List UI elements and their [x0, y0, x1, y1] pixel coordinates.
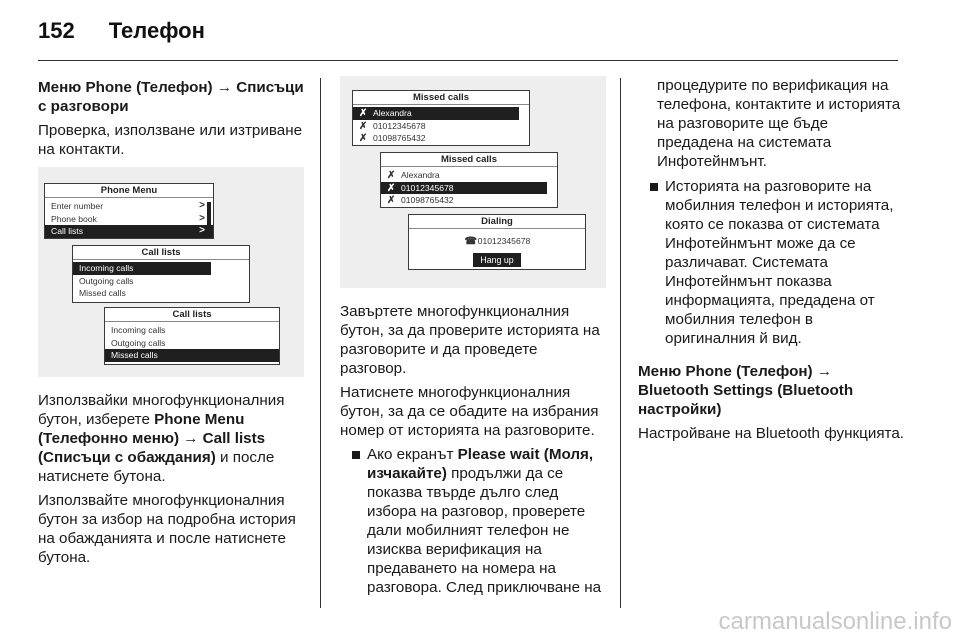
missed-call-icon: ✗ — [359, 108, 368, 119]
missed-call-icon: ✗ — [387, 195, 396, 206]
intro-text: Проверка, използване или изтриване на контакти. — [38, 122, 303, 158]
list-item: Outgoing calls — [79, 275, 134, 286]
chevron-right-icon: > — [199, 225, 205, 236]
screen-title: Missed calls — [353, 91, 529, 105]
list-item: ✗ 01098765432 — [387, 195, 454, 206]
chevron-right-icon: > — [199, 212, 205, 224]
screen-title: Call lists — [105, 308, 279, 322]
screen-call-lists — [72, 245, 250, 303]
paragraph: Използвайте многофункционалния бутон за избор на подробна история на обажданията и после натиснете бутона. — [38, 492, 296, 566]
paragraph: Използвайки многофункционалния бутон, изберете Phone Menu (Телефонно меню) → Call lists (Списъци с обаждания) и после натиснете бутона. — [38, 392, 285, 485]
paragraph: Завъртете многофункционалния бутон, за да проверите историята на разговорите и да проведете разговор. — [340, 303, 600, 377]
page-number: 152 — [38, 18, 75, 43]
page-title: Телефон — [108, 18, 205, 43]
screen-title: Call lists — [73, 246, 249, 260]
bullet-item: Ако екранът Please wait (Моля, изчакайте) продължи да се показва твърде дълго след избора на разговор, проверете дали мобилният телефон не изисква верификация на предаването на номера на разговора. След приключване на — [340, 445, 606, 597]
menu-item: Phone book > — [51, 212, 205, 224]
header-divider — [38, 60, 898, 61]
list-item: Outgoing calls — [111, 337, 166, 348]
paragraph: Натиснете многофункционалния бутон, за да се обадите на избрания номер от историята на разговорите. — [340, 384, 599, 439]
column-1 — [38, 78, 304, 572]
screen-missed-calls — [352, 90, 530, 146]
screen-title: Phone Menu — [45, 184, 213, 198]
bullet-icon — [352, 451, 360, 459]
list-item: Incoming calls — [111, 325, 166, 335]
watermark: carmanualsonline.info — [718, 608, 952, 635]
section-heading: Меню Phone (Телефон) → Списъци с разговори — [38, 79, 304, 115]
list-item-selected: Missed calls — [105, 349, 279, 362]
hang-up-button: Hang up — [473, 253, 521, 267]
section-heading: Меню Phone (Телефон) → Bluetooth Settings (Bluetooth настройки) — [638, 363, 854, 418]
screen-call-lists-missed — [104, 307, 280, 365]
paragraph: процедурите по верификация на телефона, контактите и историята на разговорите ще бъде предадена на системата Инфотейнмънт. — [657, 77, 901, 170]
screen-phone-menu — [44, 183, 214, 239]
list-item-selected: ✗ 01012345678 — [381, 182, 547, 195]
figure-phone-menu — [38, 167, 304, 377]
scrollbar — [207, 202, 211, 236]
screen-title: Dialing — [409, 215, 585, 229]
figure-missed-calls — [340, 76, 606, 288]
column-divider — [620, 78, 621, 608]
missed-call-icon: ✗ — [387, 182, 396, 194]
list-item: ✗ 01012345678 — [359, 120, 426, 132]
paragraph: Настройване на Bluetooth функцията. — [638, 425, 904, 442]
list-item-selected: Incoming calls — [73, 262, 211, 275]
bullet-icon — [650, 183, 658, 191]
missed-call-icon: ✗ — [387, 170, 396, 181]
list-item: Missed calls — [79, 288, 126, 298]
list-item: ✗ Alexandra — [387, 170, 440, 181]
column-2 — [340, 78, 606, 602]
list-item-selected: ✗ Alexandra — [353, 107, 519, 120]
column-3 — [638, 76, 904, 448]
menu-item-selected: Call lists > — [45, 225, 213, 238]
page-header — [38, 18, 205, 52]
screen-missed-calls-2 — [380, 152, 558, 208]
dialing-number-row: ☎01012345678 — [464, 236, 531, 247]
list-item: ✗ 01098765432 — [359, 133, 426, 144]
phone-dialing-icon: ☎ — [464, 236, 477, 247]
column-divider — [320, 78, 321, 608]
screen-title: Missed calls — [381, 153, 557, 167]
bullet-item: Историята на разговорите на мобилния телефон и историята, която се показва от системата Инфотейнмънт може да се различават. Системата Инфотейнмънт показва информацията, предадена от мобилния телефон в оригиналния й вид. — [638, 177, 904, 348]
menu-item: Enter number > — [51, 200, 205, 211]
missed-call-icon: ✗ — [359, 133, 368, 144]
missed-call-icon: ✗ — [359, 120, 368, 132]
screen-dialing — [408, 214, 586, 270]
chevron-right-icon: > — [199, 200, 205, 211]
